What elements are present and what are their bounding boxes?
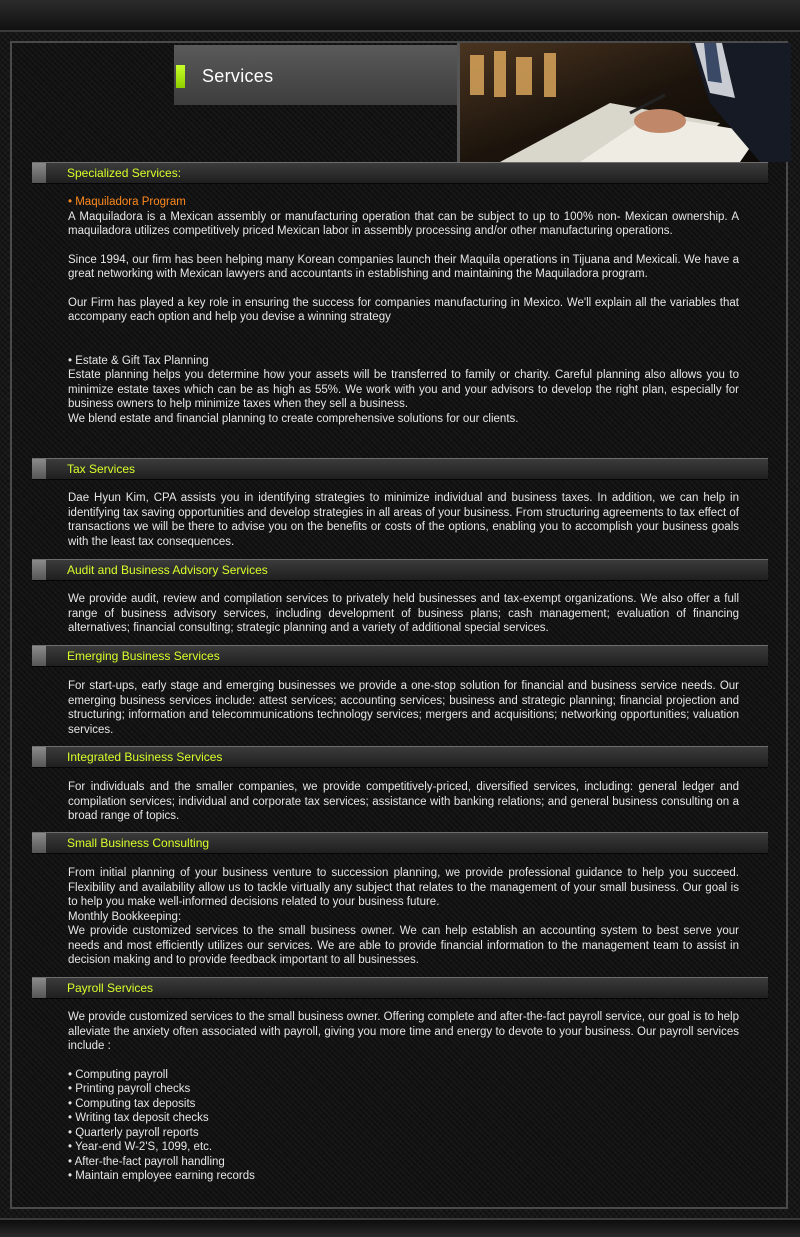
header-accent-bar — [176, 65, 185, 88]
section-marker — [32, 747, 46, 767]
maquiladora-paragraph-2: Since 1994, our firm has been helping many Korean companies launch their Maquila operations in Tijuana and Mexicali. We have a great networking with Mexican lawyers and accountants in establishing and maintaining the Maquiladora program. — [68, 253, 739, 280]
section-header-audit — [32, 559, 768, 581]
emerging-content — [68, 679, 739, 737]
section-title: Specialized Services: — [67, 166, 182, 180]
top-strip — [0, 0, 800, 32]
section-marker — [32, 833, 46, 853]
small-business-paragraph-2: We provide customized services to the small business owner. We can help establish an accounting system to best serve your needs and most efficiently utilizes our services. We are able to provide financial information to the management team to assist in decision making and to provide feedback important to all businesses. — [68, 925, 739, 966]
bottom-strip — [0, 1218, 800, 1237]
list-item: • Computing payroll — [68, 1068, 168, 1081]
payroll-services-list — [68, 1068, 739, 1184]
section-title: Payroll Services — [67, 981, 154, 995]
small-business-content — [68, 866, 739, 968]
section-marker — [32, 560, 46, 580]
section-marker — [32, 978, 46, 998]
small-business-paragraph-1: From initial planning of your business venture to succession planning, we provide professional guidance to help you succeed. Flexibility and availability allow us to tackle virtually any subject that relates to the management of your small business. Our goal is to help you make well-informed decisions related to your business future. — [68, 867, 739, 908]
emerging-paragraph: For start-ups, early stage and emerging businesses we provide a one-stop solution for financial and business service needs. Our emerging business services include: attest services; accounting services; business and strategic planning; financial projection and structuring; information and telecommunications technology services; mergers and acquisitions; networking opportunities; valuation services. — [68, 680, 739, 736]
section-header-specialized — [32, 162, 768, 184]
header-photo — [457, 43, 791, 162]
audit-content — [68, 592, 739, 636]
section-header-payroll — [32, 977, 768, 999]
section-marker — [32, 646, 46, 666]
integrated-paragraph: For individuals and the smaller companies, we provide competitively-priced, diversified services, including: general ledger and compilation services; individual and corporate tax services; assistance with banking relations; and general business consulting on a broad range of topics. — [68, 781, 739, 822]
section-title: Integrated Business Services — [67, 750, 223, 764]
section-marker — [32, 459, 46, 479]
section-marker — [32, 163, 46, 183]
specialized-content — [68, 195, 739, 426]
bookkeeping-label: Monthly Bookkeeping: — [68, 910, 182, 923]
list-item: • Computing tax deposits — [68, 1097, 196, 1110]
section-header-emerging — [32, 645, 768, 667]
tax-content — [68, 491, 739, 549]
estate-heading: • Estate & Gift Tax Planning — [68, 354, 209, 367]
list-item: • Maintain employee earning records — [68, 1170, 255, 1182]
maquiladora-paragraph-3: Our Firm has played a key role in ensuring the success for companies manufacturing in Mexico. We'll explain all the variables that accompany each option and help you devise a winning strategy — [68, 296, 739, 323]
section-title: Tax Services — [67, 462, 136, 476]
payroll-paragraph: We provide customized services to the small business owner. Offering complete and after-the-fact payroll service, our goal is to help alleviate the anxiety often associated with payroll, giving you more time and energy to devote to your business. Our payroll services include : — [68, 1011, 739, 1052]
list-item: • Writing tax deposit checks — [68, 1112, 209, 1124]
estate-paragraph-1: Estate planning helps you determine how your assets will be transferred to family or charity. Careful planning also allows you to minimize estate taxes which can be as high as 55%. We work with you and your advisors to develop the right plan, especially for business owners to help minimize taxes when they sell a business. — [68, 369, 739, 410]
page-title: Services — [202, 66, 274, 86]
section-header-integrated — [32, 746, 768, 768]
list-item: • After-the-fact payroll handling — [68, 1155, 225, 1168]
section-header-tax — [32, 458, 768, 480]
section-title: Small Business Consulting — [67, 836, 210, 850]
maquiladora-paragraph-1: A Maquiladora is a Mexican assembly or manufacturing operation that can be subject to up to 100% non- Mexican ownership. A maquiladora utilizes competitively priced Mexican labor in assembly processing and/or other manufacturing operations. — [68, 210, 739, 237]
list-item: • Printing payroll checks — [68, 1083, 191, 1095]
audit-paragraph: We provide audit, review and compilation services to privately held businesses and tax-exempt organizations. We also offer a full range of business advisory services, including development of business plans; cash management; evaluation of financing alternatives; financial consulting; strategic planning and a variety of additional special services. — [68, 593, 739, 634]
tax-paragraph: Dae Hyun Kim, CPA assists you in identifying strategies to minimize individual and business taxes. In addition, we can help in identifying tax saving opportunities and develop strategies in all areas of your business. From structuring agreements to tax effect of transactions we will be there to advise you on the benefits or costs of the options, enabling you to accomplish your business goals with the least tax consequences. — [68, 492, 739, 548]
section-title: Emerging Business Services — [67, 649, 220, 663]
integrated-content — [68, 780, 739, 824]
estate-paragraph-2: We blend estate and financial planning to create comprehensive solutions for our clients. — [68, 412, 519, 425]
section-title: Audit and Business Advisory Services — [67, 563, 268, 577]
maquiladora-heading: • Maquiladora Program — [68, 196, 186, 208]
payroll-content — [68, 1010, 739, 1184]
list-item: • Quarterly payroll reports — [68, 1126, 199, 1139]
list-item: • Year-end W-2'S, 1099, etc. — [68, 1141, 213, 1153]
section-header-small-business — [32, 832, 768, 854]
